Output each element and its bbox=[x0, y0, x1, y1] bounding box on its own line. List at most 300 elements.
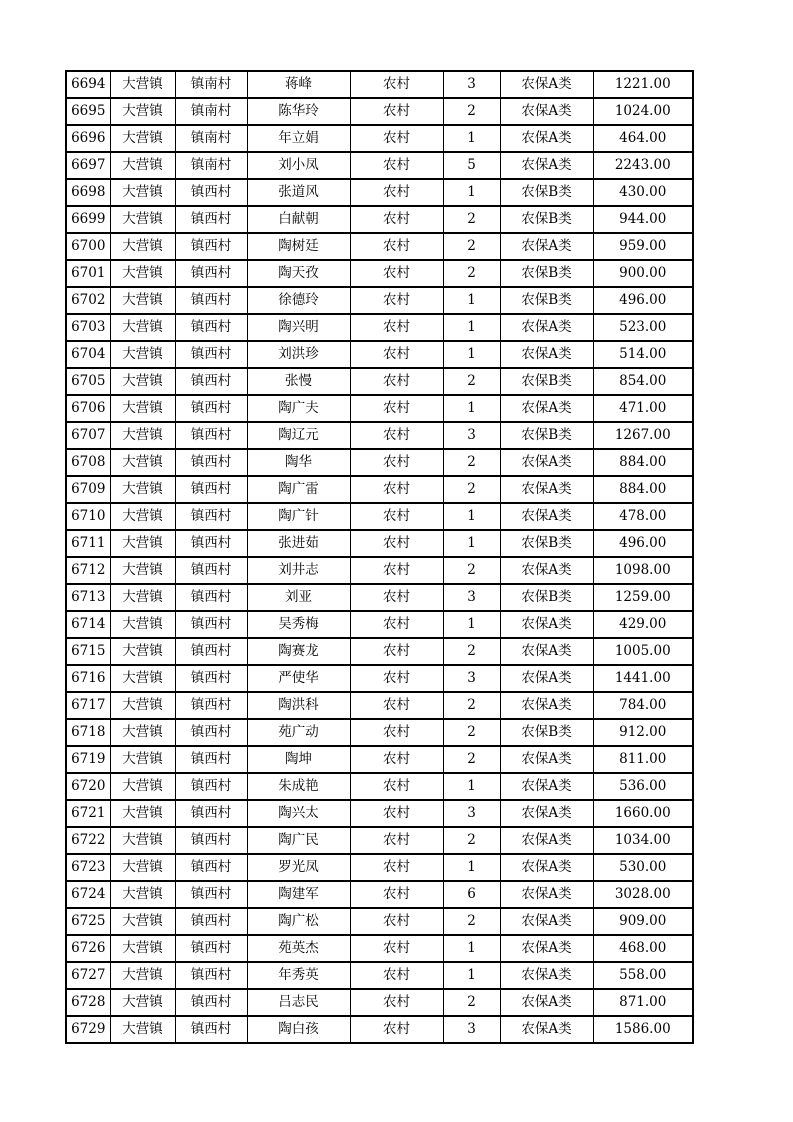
cell-household-type: 农村 bbox=[350, 422, 443, 449]
cell-amount: 514.00 bbox=[593, 341, 693, 368]
cell-person-name: 刘洪珍 bbox=[247, 341, 350, 368]
cell-person-name: 陶天孜 bbox=[247, 260, 350, 287]
cell-village: 镇南村 bbox=[175, 152, 247, 179]
cell-village: 镇西村 bbox=[175, 503, 247, 530]
cell-person-name: 苑广动 bbox=[247, 719, 350, 746]
table-row bbox=[66, 368, 693, 395]
cell-serial-number: 6715 bbox=[66, 638, 110, 665]
cell-insurance-class: 农保A类 bbox=[500, 827, 593, 854]
cell-town: 大营镇 bbox=[110, 260, 175, 287]
cell-person-count: 1 bbox=[443, 503, 500, 530]
benefits-table-body bbox=[66, 71, 693, 1043]
cell-person-name: 吕志民 bbox=[247, 989, 350, 1016]
cell-serial-number: 6719 bbox=[66, 746, 110, 773]
cell-town: 大营镇 bbox=[110, 98, 175, 125]
table-row bbox=[66, 854, 693, 881]
cell-insurance-class: 农保A类 bbox=[500, 962, 593, 989]
table-row bbox=[66, 422, 693, 449]
cell-amount: 430.00 bbox=[593, 179, 693, 206]
cell-person-name: 陶广松 bbox=[247, 908, 350, 935]
cell-household-type: 农村 bbox=[350, 98, 443, 125]
cell-person-name: 陶建军 bbox=[247, 881, 350, 908]
cell-person-name: 白献朝 bbox=[247, 206, 350, 233]
cell-person-name: 陶广雷 bbox=[247, 476, 350, 503]
cell-village: 镇西村 bbox=[175, 233, 247, 260]
cell-person-name: 陶洪科 bbox=[247, 692, 350, 719]
cell-household-type: 农村 bbox=[350, 530, 443, 557]
cell-town: 大营镇 bbox=[110, 449, 175, 476]
table-row bbox=[66, 260, 693, 287]
cell-person-name: 陶坤 bbox=[247, 746, 350, 773]
cell-person-name: 陶华 bbox=[247, 449, 350, 476]
cell-person-name: 年立娟 bbox=[247, 125, 350, 152]
cell-serial-number: 6698 bbox=[66, 179, 110, 206]
cell-household-type: 农村 bbox=[350, 908, 443, 935]
cell-amount: 478.00 bbox=[593, 503, 693, 530]
table-row bbox=[66, 557, 693, 584]
cell-household-type: 农村 bbox=[350, 206, 443, 233]
cell-village: 镇西村 bbox=[175, 854, 247, 881]
cell-amount: 884.00 bbox=[593, 476, 693, 503]
cell-serial-number: 6729 bbox=[66, 1016, 110, 1043]
cell-person-name: 徐德玲 bbox=[247, 287, 350, 314]
cell-insurance-class: 农保B类 bbox=[500, 368, 593, 395]
cell-serial-number: 6721 bbox=[66, 800, 110, 827]
cell-amount: 468.00 bbox=[593, 935, 693, 962]
table-row bbox=[66, 746, 693, 773]
table-row bbox=[66, 179, 693, 206]
cell-village: 镇西村 bbox=[175, 1016, 247, 1043]
cell-village: 镇西村 bbox=[175, 638, 247, 665]
cell-person-count: 1 bbox=[443, 179, 500, 206]
cell-person-name: 陶广针 bbox=[247, 503, 350, 530]
cell-village: 镇西村 bbox=[175, 368, 247, 395]
cell-town: 大营镇 bbox=[110, 233, 175, 260]
cell-person-count: 1 bbox=[443, 611, 500, 638]
table-row bbox=[66, 206, 693, 233]
cell-person-name: 严使华 bbox=[247, 665, 350, 692]
cell-town: 大营镇 bbox=[110, 692, 175, 719]
cell-person-name: 刘亚 bbox=[247, 584, 350, 611]
cell-household-type: 农村 bbox=[350, 287, 443, 314]
cell-village: 镇西村 bbox=[175, 746, 247, 773]
cell-amount: 496.00 bbox=[593, 530, 693, 557]
cell-person-count: 3 bbox=[443, 584, 500, 611]
table-row bbox=[66, 98, 693, 125]
cell-village: 镇西村 bbox=[175, 476, 247, 503]
cell-serial-number: 6700 bbox=[66, 233, 110, 260]
cell-town: 大营镇 bbox=[110, 638, 175, 665]
cell-household-type: 农村 bbox=[350, 719, 443, 746]
table-row bbox=[66, 1016, 693, 1043]
cell-village: 镇西村 bbox=[175, 557, 247, 584]
table-row bbox=[66, 530, 693, 557]
cell-household-type: 农村 bbox=[350, 665, 443, 692]
cell-insurance-class: 农保A类 bbox=[500, 611, 593, 638]
cell-insurance-class: 农保A类 bbox=[500, 557, 593, 584]
cell-village: 镇西村 bbox=[175, 260, 247, 287]
cell-serial-number: 6697 bbox=[66, 152, 110, 179]
cell-insurance-class: 农保B类 bbox=[500, 179, 593, 206]
cell-person-count: 1 bbox=[443, 125, 500, 152]
cell-insurance-class: 农保A类 bbox=[500, 98, 593, 125]
cell-household-type: 农村 bbox=[350, 260, 443, 287]
cell-town: 大营镇 bbox=[110, 395, 175, 422]
cell-person-count: 2 bbox=[443, 908, 500, 935]
cell-person-name: 陶广夫 bbox=[247, 395, 350, 422]
cell-person-count: 2 bbox=[443, 746, 500, 773]
cell-person-count: 2 bbox=[443, 260, 500, 287]
cell-serial-number: 6720 bbox=[66, 773, 110, 800]
cell-village: 镇西村 bbox=[175, 395, 247, 422]
cell-insurance-class: 农保A类 bbox=[500, 449, 593, 476]
cell-town: 大营镇 bbox=[110, 665, 175, 692]
cell-insurance-class: 农保A类 bbox=[500, 341, 593, 368]
cell-town: 大营镇 bbox=[110, 557, 175, 584]
cell-person-name: 朱成艳 bbox=[247, 773, 350, 800]
cell-person-name: 陶广民 bbox=[247, 827, 350, 854]
cell-amount: 854.00 bbox=[593, 368, 693, 395]
cell-person-count: 2 bbox=[443, 989, 500, 1016]
cell-amount: 912.00 bbox=[593, 719, 693, 746]
cell-village: 镇西村 bbox=[175, 935, 247, 962]
cell-person-name: 陶树廷 bbox=[247, 233, 350, 260]
cell-person-count: 3 bbox=[443, 1016, 500, 1043]
cell-household-type: 农村 bbox=[350, 989, 443, 1016]
cell-person-count: 5 bbox=[443, 152, 500, 179]
table-row bbox=[66, 935, 693, 962]
cell-amount: 1034.00 bbox=[593, 827, 693, 854]
cell-town: 大营镇 bbox=[110, 719, 175, 746]
cell-person-name: 刘小凤 bbox=[247, 152, 350, 179]
cell-household-type: 农村 bbox=[350, 179, 443, 206]
cell-serial-number: 6713 bbox=[66, 584, 110, 611]
cell-town: 大营镇 bbox=[110, 206, 175, 233]
cell-person-count: 1 bbox=[443, 530, 500, 557]
cell-town: 大营镇 bbox=[110, 962, 175, 989]
table-row bbox=[66, 773, 693, 800]
cell-serial-number: 6723 bbox=[66, 854, 110, 881]
cell-person-name: 张进茹 bbox=[247, 530, 350, 557]
cell-village: 镇西村 bbox=[175, 989, 247, 1016]
cell-insurance-class: 农保A类 bbox=[500, 476, 593, 503]
cell-town: 大营镇 bbox=[110, 881, 175, 908]
cell-household-type: 农村 bbox=[350, 368, 443, 395]
cell-town: 大营镇 bbox=[110, 422, 175, 449]
cell-serial-number: 6712 bbox=[66, 557, 110, 584]
cell-amount: 523.00 bbox=[593, 314, 693, 341]
cell-town: 大营镇 bbox=[110, 800, 175, 827]
cell-household-type: 农村 bbox=[350, 935, 443, 962]
cell-insurance-class: 农保A类 bbox=[500, 854, 593, 881]
cell-household-type: 农村 bbox=[350, 395, 443, 422]
cell-insurance-class: 农保A类 bbox=[500, 1016, 593, 1043]
cell-town: 大营镇 bbox=[110, 584, 175, 611]
cell-insurance-class: 农保B类 bbox=[500, 584, 593, 611]
cell-person-name: 陶兴明 bbox=[247, 314, 350, 341]
benefits-table bbox=[65, 70, 694, 1044]
cell-person-count: 2 bbox=[443, 719, 500, 746]
cell-household-type: 农村 bbox=[350, 638, 443, 665]
table-row bbox=[66, 611, 693, 638]
cell-village: 镇西村 bbox=[175, 692, 247, 719]
cell-household-type: 农村 bbox=[350, 557, 443, 584]
cell-serial-number: 6701 bbox=[66, 260, 110, 287]
cell-household-type: 农村 bbox=[350, 233, 443, 260]
cell-person-count: 2 bbox=[443, 449, 500, 476]
cell-town: 大营镇 bbox=[110, 611, 175, 638]
cell-town: 大营镇 bbox=[110, 935, 175, 962]
cell-town: 大营镇 bbox=[110, 287, 175, 314]
table-row bbox=[66, 584, 693, 611]
cell-person-count: 3 bbox=[443, 665, 500, 692]
cell-amount: 1267.00 bbox=[593, 422, 693, 449]
table-row bbox=[66, 827, 693, 854]
cell-household-type: 农村 bbox=[350, 827, 443, 854]
cell-household-type: 农村 bbox=[350, 449, 443, 476]
table-row bbox=[66, 692, 693, 719]
cell-village: 镇南村 bbox=[175, 71, 247, 98]
cell-household-type: 农村 bbox=[350, 341, 443, 368]
cell-town: 大营镇 bbox=[110, 341, 175, 368]
cell-person-count: 1 bbox=[443, 395, 500, 422]
cell-serial-number: 6724 bbox=[66, 881, 110, 908]
cell-household-type: 农村 bbox=[350, 962, 443, 989]
cell-amount: 909.00 bbox=[593, 908, 693, 935]
cell-amount: 464.00 bbox=[593, 125, 693, 152]
cell-insurance-class: 农保A类 bbox=[500, 800, 593, 827]
cell-person-count: 1 bbox=[443, 935, 500, 962]
cell-insurance-class: 农保A类 bbox=[500, 746, 593, 773]
cell-insurance-class: 农保B类 bbox=[500, 206, 593, 233]
cell-serial-number: 6726 bbox=[66, 935, 110, 962]
cell-insurance-class: 农保B类 bbox=[500, 719, 593, 746]
table-row bbox=[66, 314, 693, 341]
cell-town: 大营镇 bbox=[110, 125, 175, 152]
cell-town: 大营镇 bbox=[110, 314, 175, 341]
cell-amount: 1660.00 bbox=[593, 800, 693, 827]
cell-town: 大营镇 bbox=[110, 71, 175, 98]
cell-household-type: 农村 bbox=[350, 773, 443, 800]
cell-person-name: 吴秀梅 bbox=[247, 611, 350, 638]
cell-person-count: 2 bbox=[443, 368, 500, 395]
table-row bbox=[66, 881, 693, 908]
table-row bbox=[66, 503, 693, 530]
cell-person-count: 2 bbox=[443, 98, 500, 125]
cell-amount: 784.00 bbox=[593, 692, 693, 719]
cell-person-count: 1 bbox=[443, 287, 500, 314]
table-row bbox=[66, 233, 693, 260]
cell-town: 大营镇 bbox=[110, 1016, 175, 1043]
cell-village: 镇西村 bbox=[175, 422, 247, 449]
cell-village: 镇西村 bbox=[175, 665, 247, 692]
cell-person-name: 陶兴太 bbox=[247, 800, 350, 827]
cell-village: 镇南村 bbox=[175, 125, 247, 152]
table-row bbox=[66, 449, 693, 476]
cell-village: 镇西村 bbox=[175, 962, 247, 989]
cell-amount: 1586.00 bbox=[593, 1016, 693, 1043]
cell-amount: 536.00 bbox=[593, 773, 693, 800]
cell-insurance-class: 农保A类 bbox=[500, 395, 593, 422]
cell-insurance-class: 农保A类 bbox=[500, 935, 593, 962]
cell-town: 大营镇 bbox=[110, 179, 175, 206]
cell-insurance-class: 农保A类 bbox=[500, 125, 593, 152]
cell-village: 镇西村 bbox=[175, 530, 247, 557]
table-row bbox=[66, 476, 693, 503]
cell-person-count: 3 bbox=[443, 800, 500, 827]
cell-insurance-class: 农保A类 bbox=[500, 881, 593, 908]
cell-town: 大营镇 bbox=[110, 368, 175, 395]
cell-household-type: 农村 bbox=[350, 476, 443, 503]
cell-amount: 1024.00 bbox=[593, 98, 693, 125]
table-row bbox=[66, 638, 693, 665]
cell-amount: 558.00 bbox=[593, 962, 693, 989]
cell-village: 镇西村 bbox=[175, 773, 247, 800]
cell-village: 镇西村 bbox=[175, 584, 247, 611]
cell-amount: 959.00 bbox=[593, 233, 693, 260]
cell-serial-number: 6709 bbox=[66, 476, 110, 503]
cell-village: 镇西村 bbox=[175, 341, 247, 368]
cell-village: 镇南村 bbox=[175, 98, 247, 125]
cell-village: 镇西村 bbox=[175, 881, 247, 908]
cell-serial-number: 6722 bbox=[66, 827, 110, 854]
cell-town: 大营镇 bbox=[110, 476, 175, 503]
cell-town: 大营镇 bbox=[110, 773, 175, 800]
cell-insurance-class: 农保B类 bbox=[500, 530, 593, 557]
cell-town: 大营镇 bbox=[110, 503, 175, 530]
cell-person-count: 6 bbox=[443, 881, 500, 908]
cell-amount: 811.00 bbox=[593, 746, 693, 773]
cell-household-type: 农村 bbox=[350, 152, 443, 179]
table-row bbox=[66, 719, 693, 746]
cell-amount: 1259.00 bbox=[593, 584, 693, 611]
cell-person-count: 1 bbox=[443, 962, 500, 989]
cell-serial-number: 6694 bbox=[66, 71, 110, 98]
cell-person-name: 陶赛龙 bbox=[247, 638, 350, 665]
cell-insurance-class: 农保B类 bbox=[500, 260, 593, 287]
table-row bbox=[66, 908, 693, 935]
table-row bbox=[66, 800, 693, 827]
cell-village: 镇西村 bbox=[175, 449, 247, 476]
cell-serial-number: 6706 bbox=[66, 395, 110, 422]
cell-person-count: 2 bbox=[443, 233, 500, 260]
cell-amount: 3028.00 bbox=[593, 881, 693, 908]
cell-insurance-class: 农保A类 bbox=[500, 314, 593, 341]
cell-insurance-class: 农保A类 bbox=[500, 665, 593, 692]
cell-household-type: 农村 bbox=[350, 1016, 443, 1043]
cell-serial-number: 6704 bbox=[66, 341, 110, 368]
cell-person-count: 3 bbox=[443, 422, 500, 449]
cell-amount: 429.00 bbox=[593, 611, 693, 638]
cell-person-name: 陶辽元 bbox=[247, 422, 350, 449]
cell-serial-number: 6716 bbox=[66, 665, 110, 692]
cell-amount: 871.00 bbox=[593, 989, 693, 1016]
cell-village: 镇西村 bbox=[175, 611, 247, 638]
table-row bbox=[66, 395, 693, 422]
table-row bbox=[66, 962, 693, 989]
cell-serial-number: 6718 bbox=[66, 719, 110, 746]
cell-household-type: 农村 bbox=[350, 881, 443, 908]
cell-household-type: 农村 bbox=[350, 125, 443, 152]
cell-insurance-class: 农保A类 bbox=[500, 773, 593, 800]
cell-person-count: 2 bbox=[443, 638, 500, 665]
cell-person-count: 2 bbox=[443, 827, 500, 854]
cell-insurance-class: 农保A类 bbox=[500, 638, 593, 665]
cell-serial-number: 6695 bbox=[66, 98, 110, 125]
cell-serial-number: 6707 bbox=[66, 422, 110, 449]
cell-insurance-class: 农保A类 bbox=[500, 233, 593, 260]
cell-town: 大营镇 bbox=[110, 530, 175, 557]
cell-person-count: 1 bbox=[443, 773, 500, 800]
cell-person-count: 1 bbox=[443, 341, 500, 368]
cell-town: 大营镇 bbox=[110, 746, 175, 773]
cell-person-count: 2 bbox=[443, 476, 500, 503]
cell-serial-number: 6727 bbox=[66, 962, 110, 989]
cell-serial-number: 6699 bbox=[66, 206, 110, 233]
cell-amount: 900.00 bbox=[593, 260, 693, 287]
cell-serial-number: 6711 bbox=[66, 530, 110, 557]
cell-serial-number: 6705 bbox=[66, 368, 110, 395]
cell-amount: 1098.00 bbox=[593, 557, 693, 584]
cell-person-count: 2 bbox=[443, 692, 500, 719]
cell-serial-number: 6717 bbox=[66, 692, 110, 719]
cell-insurance-class: 农保B类 bbox=[500, 287, 593, 314]
cell-person-name: 张道风 bbox=[247, 179, 350, 206]
cell-serial-number: 6702 bbox=[66, 287, 110, 314]
cell-household-type: 农村 bbox=[350, 800, 443, 827]
cell-village: 镇西村 bbox=[175, 719, 247, 746]
cell-amount: 1221.00 bbox=[593, 71, 693, 98]
cell-amount: 496.00 bbox=[593, 287, 693, 314]
table-row bbox=[66, 152, 693, 179]
cell-town: 大营镇 bbox=[110, 152, 175, 179]
cell-amount: 530.00 bbox=[593, 854, 693, 881]
cell-village: 镇西村 bbox=[175, 908, 247, 935]
cell-amount: 1005.00 bbox=[593, 638, 693, 665]
cell-insurance-class: 农保A类 bbox=[500, 152, 593, 179]
cell-person-count: 2 bbox=[443, 206, 500, 233]
cell-insurance-class: 农保A类 bbox=[500, 71, 593, 98]
cell-town: 大营镇 bbox=[110, 827, 175, 854]
table-row bbox=[66, 989, 693, 1016]
cell-person-count: 1 bbox=[443, 314, 500, 341]
cell-serial-number: 6710 bbox=[66, 503, 110, 530]
table-row bbox=[66, 125, 693, 152]
table-row bbox=[66, 341, 693, 368]
cell-person-name: 蒋峰 bbox=[247, 71, 350, 98]
cell-household-type: 农村 bbox=[350, 503, 443, 530]
cell-village: 镇西村 bbox=[175, 206, 247, 233]
cell-serial-number: 6725 bbox=[66, 908, 110, 935]
cell-person-name: 苑英杰 bbox=[247, 935, 350, 962]
cell-serial-number: 6728 bbox=[66, 989, 110, 1016]
cell-insurance-class: 农保B类 bbox=[500, 422, 593, 449]
cell-household-type: 农村 bbox=[350, 611, 443, 638]
cell-serial-number: 6714 bbox=[66, 611, 110, 638]
cell-town: 大营镇 bbox=[110, 989, 175, 1016]
table-row bbox=[66, 665, 693, 692]
cell-person-count: 3 bbox=[443, 71, 500, 98]
cell-insurance-class: 农保A类 bbox=[500, 989, 593, 1016]
cell-insurance-class: 农保A类 bbox=[500, 908, 593, 935]
table-row bbox=[66, 71, 693, 98]
cell-person-name: 张慢 bbox=[247, 368, 350, 395]
cell-serial-number: 6703 bbox=[66, 314, 110, 341]
cell-person-count: 2 bbox=[443, 557, 500, 584]
cell-person-count: 1 bbox=[443, 854, 500, 881]
cell-amount: 2243.00 bbox=[593, 152, 693, 179]
cell-insurance-class: 农保A类 bbox=[500, 503, 593, 530]
